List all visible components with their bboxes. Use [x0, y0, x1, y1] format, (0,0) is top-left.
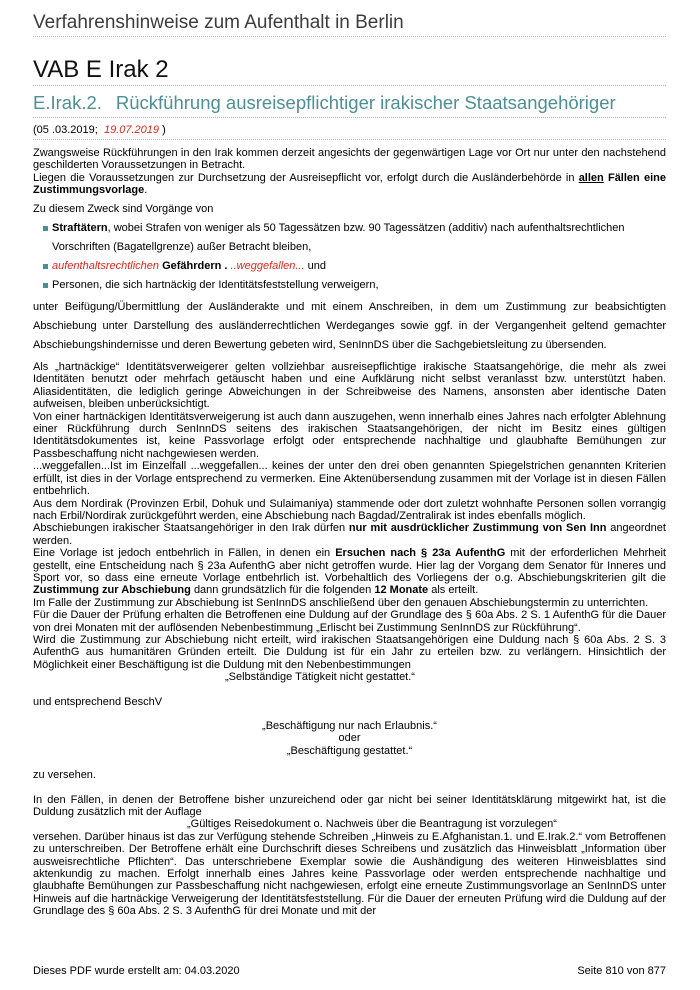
date-close: ) — [162, 124, 166, 136]
list-item: Personen, die sich hartnäckig der Identitätsfeststellung verweigern, — [43, 276, 666, 295]
divider — [33, 36, 666, 37]
quote-connector: oder — [338, 732, 361, 745]
date-changed: 19.07.2019 — [103, 124, 160, 136]
paragraph: zu versehen. — [33, 769, 96, 782]
paragraph: unter Beifügung/Übermittlung der Ausländerakte und mit einem Anschreiben, in dem um Zustimmung zur beabsichtigten Abschiebung unter Darstellung des ausländerrechtlichen Werdeganges sowie ggf. in der Vergangenheit geltend gemachter Abschiebungshindernisse und deren Bewertung gebeten wird, SenInnDS über die Sachgebietsleitung zu übersenden. — [33, 301, 666, 352]
date-line — [33, 124, 166, 136]
bullet-icon — [43, 226, 48, 231]
paragraph: Aus dem Nordirak (Provinzen Erbil, Dohuk und Sulaimaniya) stammende oder dort zuletzt wohnhafte Personen sollen vorrangig nach Erbil/Nordirak zurückgeführt werden, eine Abschiebung nach Bagdad/Zentralirak ist indes ebenfalls möglich. — [33, 497, 666, 522]
section-title: Rückführung ausreisepflichtiger irakischer Staatsangehöriger — [115, 92, 616, 113]
quote: „Beschäftigung nur nach Erlaubnis.“ — [262, 720, 437, 732]
quote: „Gültiges Reisedokument o. Nachweis über die Beantragung ist vorzulegen“ — [187, 818, 557, 831]
paragraph: Eine Vorlage ist jedoch entbehrlich in Fällen, in denen ein Ersuchen nach § 23a AufenthG mit der erforderlichen Mehrheit gestellt, eine Entscheidung nach § 23a AufenthG aber nicht getroffen wurde. Hier lag der Vorgang dem Senator für Inneres und Sport vor, so dass eine erneute Vorlage entbehrlich ist. Vorbehaltlich des Vorliegens der o.g. Abschiebungskriterien gilt die Zustimmung zur Abschiebung dann grundsätzlich für die folgenden 12 Monate als erteilt. — [33, 547, 666, 597]
paragraph: und entsprechend BeschV — [33, 695, 163, 708]
section-heading — [33, 92, 616, 114]
criteria-list — [43, 219, 666, 295]
bullet-icon — [43, 264, 48, 269]
page-title: VAB E Irak 2 — [33, 56, 169, 83]
paragraph: Abschiebungen irakischer Staatsangehöriger in den Irak dürfen nur mit ausdrücklicher Zustimmung von Sen Inn angeordnet werden. — [33, 522, 666, 547]
creation-date: Dieses PDF wurde erstellt am: 04.03.2020 — [33, 965, 240, 977]
paragraph: Zu diesem Zweck sind Vorgänge von — [33, 202, 214, 215]
quote: „Selbständige Tätigkeit nicht gestattet.“ — [225, 671, 415, 684]
divider — [33, 85, 666, 86]
section-number: E.Irak.2. — [33, 92, 102, 113]
page-number: Seite 810 von 877 — [577, 965, 666, 977]
document-body — [33, 141, 666, 918]
paragraph: versehen. Darüber hinaus ist das zur Verfügung stehende Schreiben „Hinweis zu E.Afghanistan.1. und E.Irak.2.“ vom Betroffenen zu unterschreiben. Der Betroffene erhält eine Durchschrift dieses Schreibens und zusätzlich das Hinweisblatt „Information über ausweisrechtliche Pflichten“. Das unterschriebene Exemplar sowie die Aushändigung des weiteren Hinweisblattes sind aktenkundig zu machen. Erfolgt innerhalb eines Jahres keine Passvorlage oder werden entsprechende nachhaltige und glaubhafte Bemühungen zur Passbeschaffung nicht nachgewiesen, erfolgt eine erneute Zustimmungsvorlage an SenInnDS unter Hinweis auf die hartnäckige Verweigerung der Identitätsfeststellung. Für die Dauer der erneuten Prüfung wird die Duldung auf der Grundlage des § 60a Abs. 2 S. 3 AufenthG für drei Monate und mit der — [33, 830, 666, 918]
site-title: Verfahrenshinweise zum Aufenthalt in Berlin — [33, 12, 404, 33]
paragraph: In den Fällen, in denen der Betroffene bisher unzureichend oder gar nicht bei seiner Identitätsklärung mitgewirkt hat, ist die Duldung zusätzlich mit der Auflage — [33, 793, 666, 819]
paragraph: Von einer hartnäckigen Identitätsverweigerung ist auch dann auszugehen, wenn innerhalb eines Jahres nach erfolgter Ablehnung einer Rückführung durch SenInnDS seitens des irakischen Staatsangehörigen, der nicht im Besitz eines gültigen Identitätsdokumentes ist, keine Passvorlage erfolgt oder entsprechende nachhaltige und glaubhafte Bemühungen zur Passbeschaffung nicht nachgewiesen werden. — [33, 410, 666, 460]
paragraph: Für die Dauer der Prüfung erhalten die Betroffenen eine Duldung auf der Grundlage des § 60a Abs. 2 S. 1 AufenthG für die Dauer von drei Monaten mit der auflösenden Nebenbestimmung „Erlischt bei Zustimmung SenInnDS zur Rückführung“. — [33, 609, 666, 634]
divider — [33, 139, 666, 140]
list-item: aufenthaltsrechtlichen Gefährdern . ..weggefallen... und — [43, 257, 666, 276]
divider — [33, 117, 666, 118]
bullet-icon — [43, 283, 48, 288]
paragraph: Wird die Zustimmung zur Abschiebung nicht erteilt, wird irakischen Staatsangehörigen eine Duldung nach § 60a Abs. 2 S. 3 AufenthG aus humanitären Gründen erteilt. Die Duldung ist für ein Jahr zu erteilen bzw. zu verlängern. Hinsichtlich der Möglichkeit einer Beschäftigung ist die Duldung mit den Nebenbestimmungen — [33, 633, 666, 671]
paragraph: Im Falle der Zustimmung zur Abschiebung ist SenInnDS anschließend über den genauen Abschiebungstermin zu unterrichten. — [33, 596, 649, 609]
quote: „Beschäftigung gestattet.“ — [286, 744, 413, 757]
paragraph: ...weggefallen...Ist im Einzelfall ...weggefallen... keines der unter den drei oben genannten Spiegelstrichen genannten Kriterien erfüllt, ist dies in der Vorlage entsprechend zu vermerken. Eine Aktenübersendung zusammen mit der Vorlage ist in diesen Fällen entbehrlich. — [33, 460, 666, 498]
paragraph: Als „hartnäckige“ Identitätsverweigerer gelten vollziehbar ausreisepflichtige irakische Staatsangehörige, die mehr als zwei Identitäten benutzt oder mehrfach getäuscht haben und eine Aufklärung nicht selbst veranlasst bzw. unterstützt haben. Aliasidentitäten, die lediglich geringe Abweichungen in der Schreibweise des Namens, ansonsten aber identische Daten aufweisen, bleiben unberücksichtigt. — [33, 361, 666, 411]
paragraph: Zwangsweise Rückführungen in den Irak kommen derzeit angesichts der gegenwärtigen Lage vor Ort nur unter den nachstehend geschilderten Voraussetzungen in Betracht. Liegen die Voraussetzungen zur Durchsetzung der Ausreisepflicht vor, erfolgt durch die Ausländerbehörde in allen Fällen eine Zustimmungsvorlage. — [33, 147, 666, 197]
date-original: (05 .03.2019; — [33, 124, 98, 136]
page-footer — [33, 965, 666, 977]
list-item: Straftätern, wobei Strafen von weniger als 50 Tagessätzen bzw. 90 Tagessätzen (additiv) nach aufenthaltsrechtlichen Vorschriften (Bagatellgrenze) außer Betracht bleiben, — [43, 219, 666, 257]
